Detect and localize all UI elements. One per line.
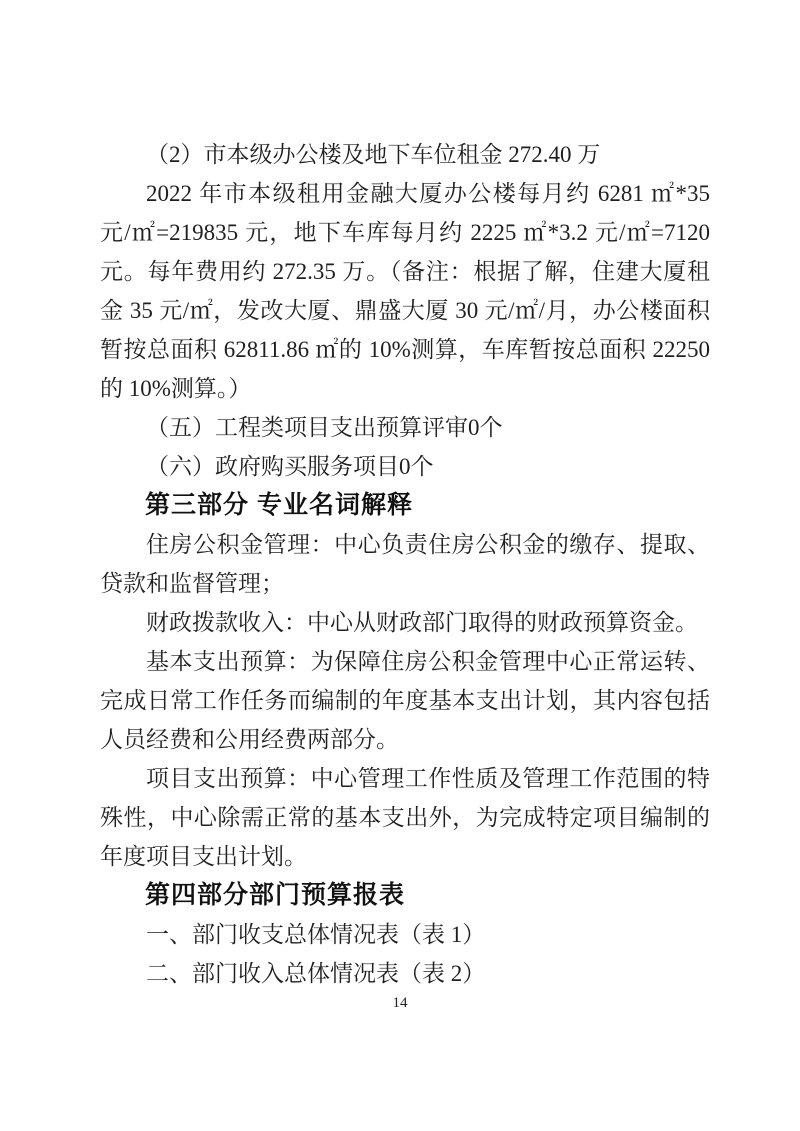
paragraph-definition-fund-management: 住房公积金管理：中心负责住房公积金的缴存、提取、贷款和监督管理； bbox=[100, 532, 710, 596]
paragraph-report-table2: 二、部门收入总体情况表（表 2） bbox=[146, 961, 486, 986]
paragraph-rent-subtitle: （2）市本级办公楼及地下车位租金 272.40 万 bbox=[146, 142, 601, 167]
paragraph-item-six: （六）政府购买服务项目0个 bbox=[146, 454, 434, 479]
document-body bbox=[100, 135, 710, 993]
section-heading-part-four: 第四部分部门预算报表 bbox=[145, 881, 406, 909]
section-heading-part-three: 第三部分 专业名词解释 bbox=[145, 491, 413, 519]
paragraph-item-five: （五）工程类项目支出预算评审0个 bbox=[146, 415, 503, 440]
paragraph-definition-fiscal-income: 财政拨款收入：中心从财政部门取得的财政预算资金。 bbox=[146, 610, 698, 635]
paragraph-rent-detail: 2022 年市本级租用金融大厦办公楼每月约 6281 ㎡*35 元/㎡=219835 元，地下车库每月约 2225 ㎡*3.2 元/㎡=7120 元。每年费用约 272.35 万。（备注：根据了解，住建大厦租金 35 元/㎡，发改大厦、鼎盛大厦 30 元/㎡/月，办公楼面积暂按总面积 62811.86 ㎡的 10%测算，车库暂按总面积 22250 的 10%测算。） bbox=[100, 181, 710, 401]
paragraph-report-table1: 一、部门收支总体情况表（表 1） bbox=[146, 922, 486, 947]
paragraph-definition-project-budget: 项目支出预算：中心管理工作性质及管理工作范围的特殊性，中心除需正常的基本支出外，为完成特定项目编制的年度项目支出计划。 bbox=[100, 766, 710, 869]
paragraph-definition-basic-budget: 基本支出预算：为保障住房公积金管理中心正常运转、完成日常工作任务而编制的年度基本支出计划，其内容包括人员经费和公用经费两部分。 bbox=[100, 649, 710, 752]
page-number: 14 bbox=[392, 995, 408, 1011]
